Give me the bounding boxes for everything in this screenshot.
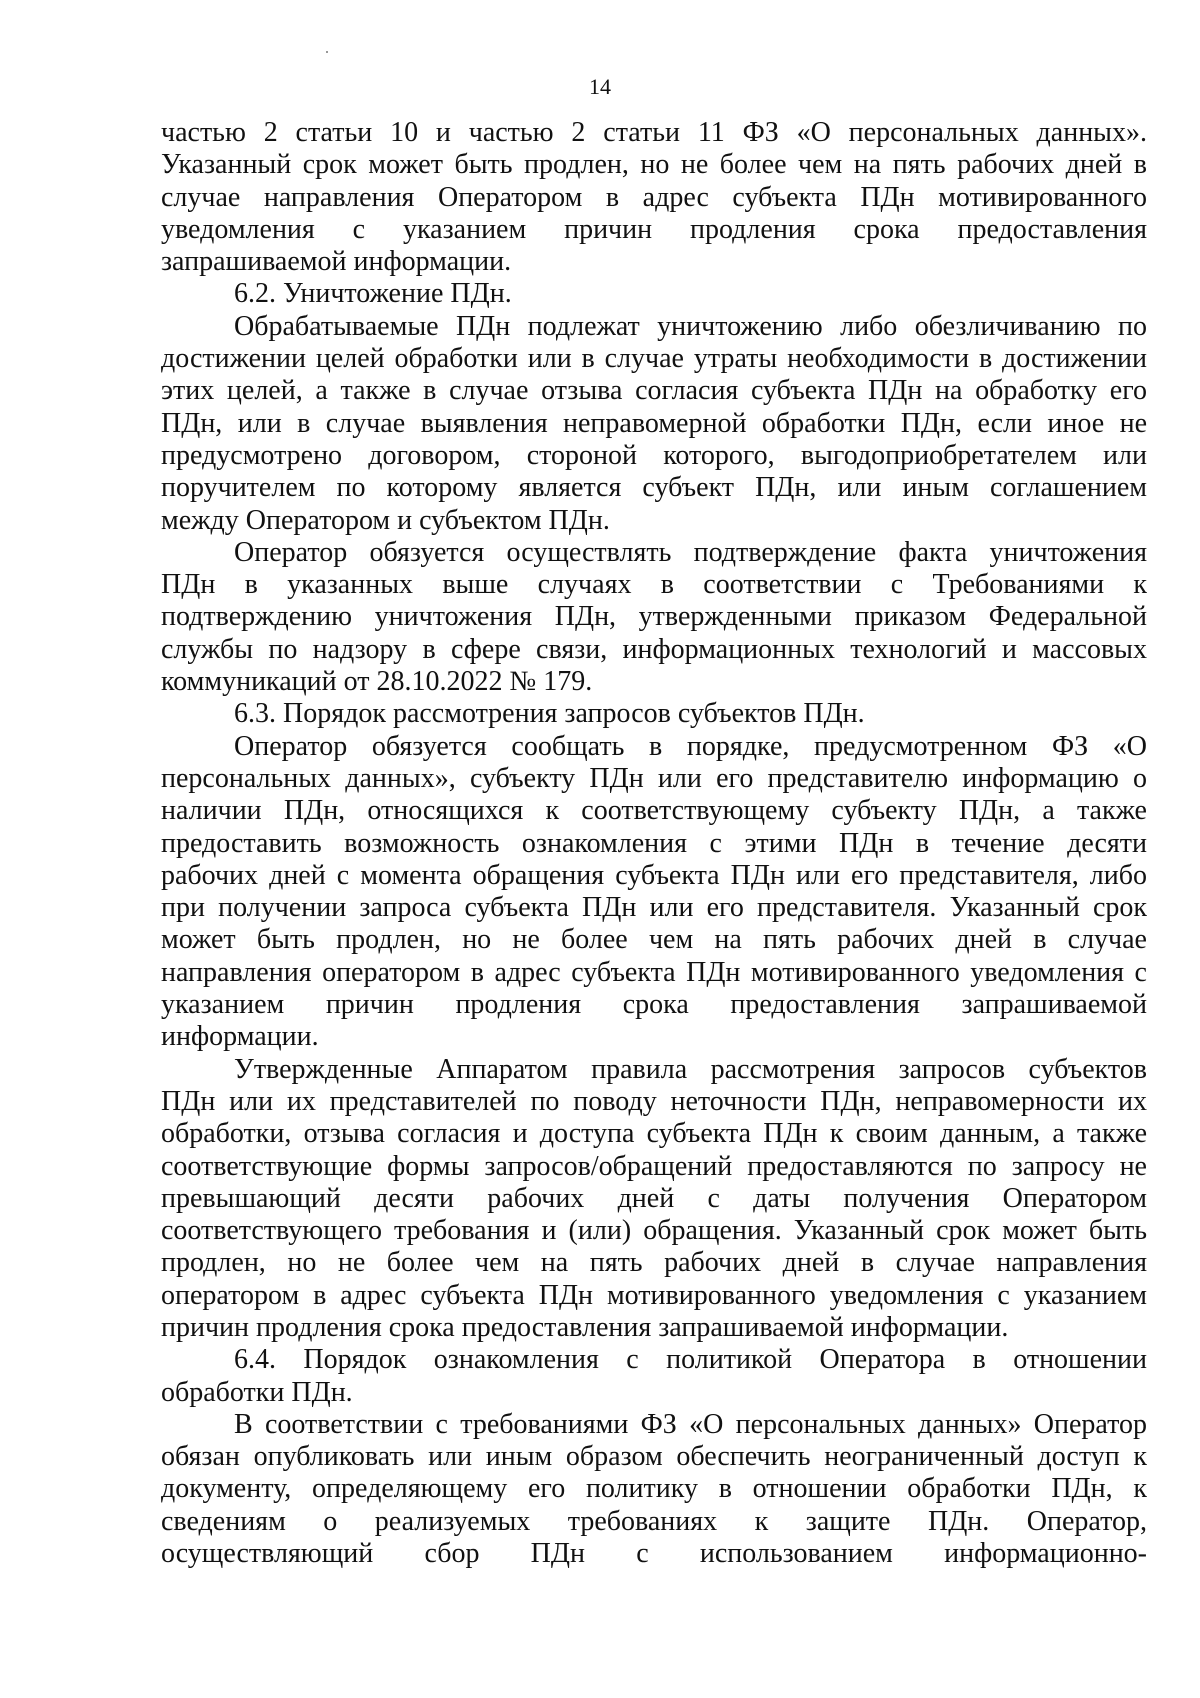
- text-line: достижении целей обработки или в случае утраты необходимости в достижении: [161, 343, 1147, 375]
- text-line: 6.4. Порядок ознакомления с политикой Оператора в отношении: [234, 1344, 1147, 1376]
- text-line: ПДн в указанных выше случаях в соответствии с Требованиями к: [161, 569, 1147, 601]
- text-line: соответствующие формы запросов/обращений предоставляются по запросу не: [161, 1150, 1147, 1182]
- page-number: 14: [589, 74, 611, 99]
- text-line: случае направления Оператором в адрес субъекта ПДн мотивированного: [161, 181, 1147, 213]
- text-line: В соответствии с требованиями ФЗ «О персональных данных» Оператор: [234, 1408, 1147, 1440]
- text-line: подтверждению уничтожения ПДн, утвержденными приказом Федеральной: [161, 601, 1147, 633]
- text-line: персональных данных», субъекту ПДн или его представителю информацию о: [161, 762, 1147, 794]
- text-line: сведениям о реализуемых требованиях к защите ПДн. Оператор,: [161, 1505, 1147, 1537]
- text-line: при получении запроса субъекта ПДн или его представителя. Указанный срок: [161, 892, 1147, 924]
- text-line: Утвержденные Аппаратом правила рассмотрения запросов субъектов: [234, 1053, 1147, 1085]
- text-line: обязан опубликовать или иным образом обеспечить неограниченный доступ к: [161, 1441, 1147, 1473]
- text-line: между Оператором и субъектом ПДн.: [161, 504, 610, 536]
- text-line: превышающий десяти рабочих дней с даты получения Оператором: [161, 1182, 1147, 1214]
- text-line: причин продления срока предоставления запрашиваемой информации.: [161, 1311, 1009, 1343]
- text-line: Оператор обязуется сообщать в порядке, предусмотренном ФЗ «О: [234, 730, 1147, 762]
- text-line: рабочих дней с момента обращения субъекта ПДн или его представителя, либо: [161, 859, 1147, 891]
- text-line: оператором в адрес субъекта ПДн мотивированного уведомления с указанием: [161, 1279, 1147, 1311]
- text-line: Обрабатываемые ПДн подлежат уничтожению либо обезличиванию по: [234, 310, 1147, 342]
- text-line: предусмотрено договором, стороной которого, выгодоприобретателем или: [161, 439, 1147, 471]
- text-line: наличии ПДн, относящихся к соответствующему субъекту ПДн, а также: [161, 795, 1147, 827]
- text-line: продлен, но не более чем на пять рабочих дней в случае направления: [161, 1247, 1147, 1279]
- text-line: этих целей, а также в случае отзыва согласия субъекта ПДн на обработку его: [161, 375, 1147, 407]
- text-line: частью 2 статьи 10 и частью 2 статьи 11 ФЗ «О персональных данных».: [161, 117, 1147, 148]
- text-line: поручителем по которому является субъект ПДн, или иным соглашением: [161, 472, 1147, 504]
- text-line: уведомления с указанием причин продления срока предоставления: [161, 213, 1147, 245]
- text-line: направления оператором в адрес субъекта ПДн мотивированного уведомления с: [161, 956, 1147, 988]
- document-body: [161, 117, 1147, 1570]
- text-line: предоставить возможность ознакомления с этими ПДн в течение десяти: [161, 827, 1147, 859]
- text-line: может быть продлен, но не более чем на пять рабочих дней в случае: [161, 924, 1147, 956]
- text-line: обработки, отзыва согласия и доступа субъекта ПДн к своим данным, а также: [161, 1118, 1147, 1150]
- text-line: Оператор обязуется осуществлять подтверждение факта уничтожения: [234, 536, 1147, 568]
- text-line: 6.2. Уничтожение ПДн.: [234, 278, 512, 310]
- text-line: запрашиваемой информации.: [161, 246, 512, 278]
- text-line: соответствующего требования и (или) обращения. Указанный срок может быть: [161, 1215, 1147, 1247]
- text-line: ПДн или их представителей по поводу неточности ПДн, неправомерности их: [161, 1085, 1147, 1117]
- text-line: коммуникаций от 28.10.2022 № 179.: [161, 666, 593, 698]
- text-line: документу, определяющему его политику в отношении обработки ПДн, к: [161, 1473, 1147, 1505]
- scan-speck: [326, 51, 328, 53]
- text-line: Указанный срок может быть продлен, но не более чем на пять рабочих дней в: [161, 149, 1147, 181]
- text-line: осуществляющий сбор ПДн с использованием информационно-: [161, 1538, 1147, 1570]
- text-line: информации.: [161, 1021, 319, 1053]
- text-line: 6.3. Порядок рассмотрения запросов субъектов ПДн.: [234, 698, 865, 730]
- text-line: службы по надзору в сфере связи, информационных технологий и массовых: [161, 633, 1147, 665]
- text-line: обработки ПДн.: [161, 1376, 353, 1408]
- text-line: ПДн, или в случае выявления неправомерной обработки ПДн, если иное не: [161, 407, 1147, 439]
- text-line: указанием причин продления срока предоставления запрашиваемой: [161, 989, 1147, 1021]
